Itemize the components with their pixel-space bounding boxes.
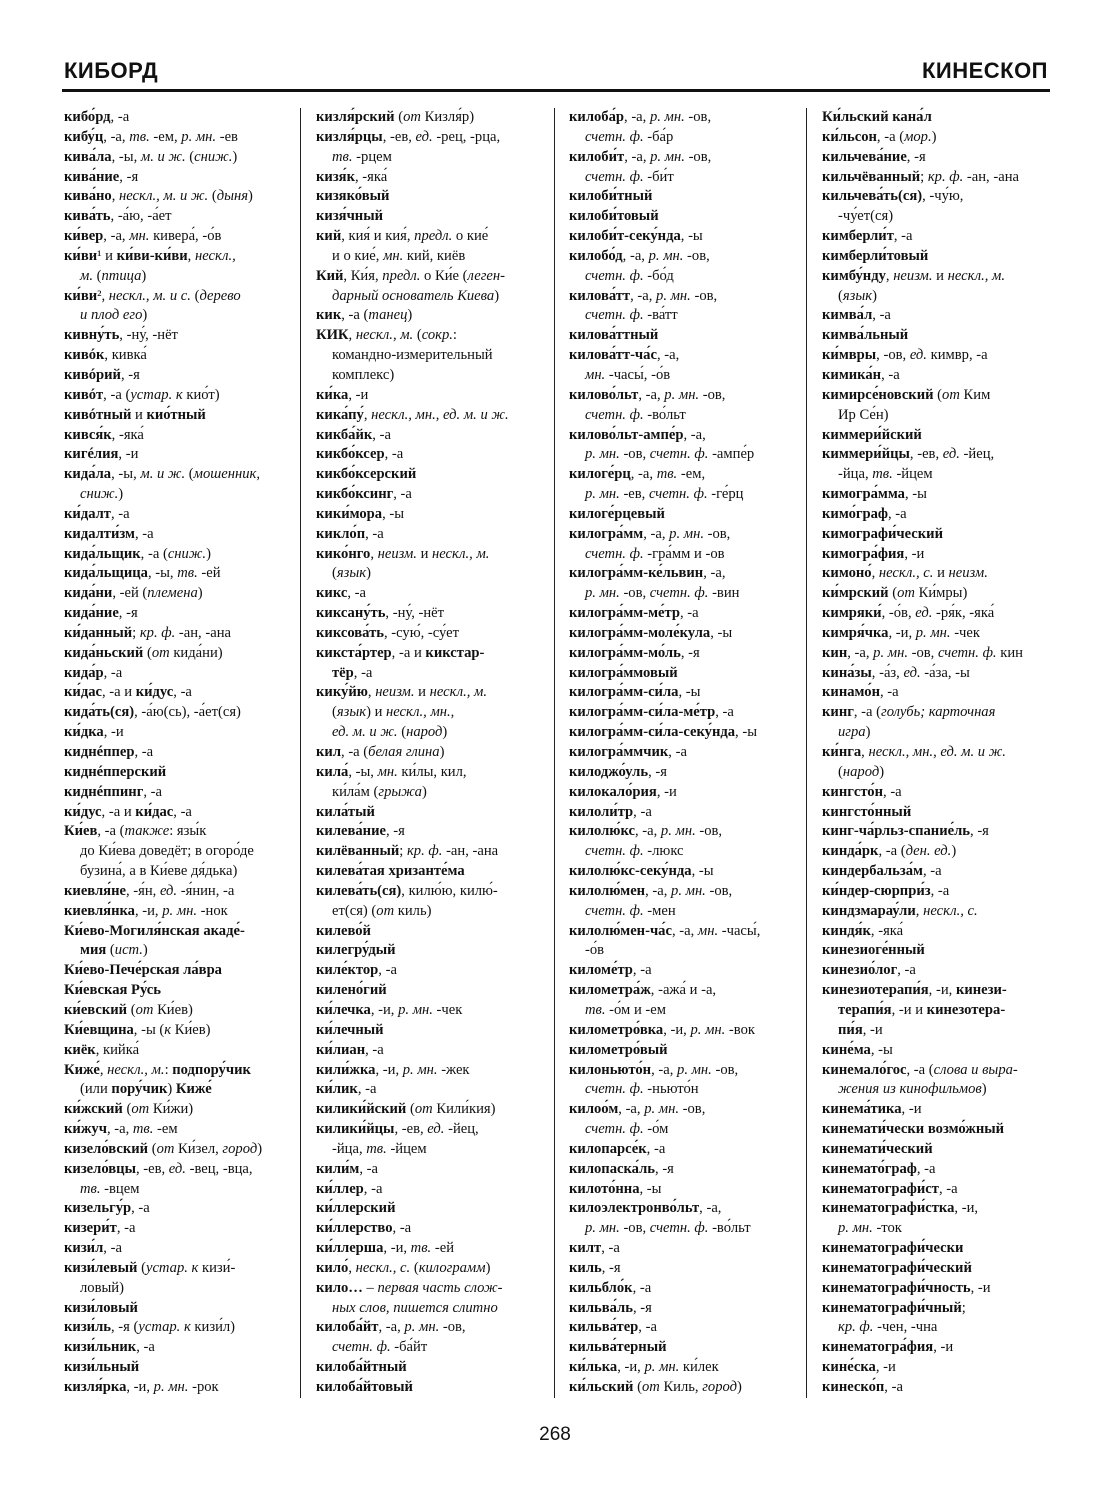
- dictionary-entry-line: киндя́к, -яка́: [822, 922, 904, 939]
- dictionary-entry-line: киднéпперский: [64, 763, 167, 780]
- dictionary-entry-line: кивóрий, -я: [64, 366, 140, 383]
- dictionary-entry-line: кигéлия, -и: [64, 446, 139, 463]
- dictionary-entry-line: килоли́тр, -а: [569, 803, 652, 820]
- dictionary-entry-line: килегру́дый: [316, 942, 396, 959]
- dictionary-entry-line: килова́ттный: [569, 327, 659, 344]
- dictionary-entry-line: (или пору́чик) Киже́: [80, 1081, 212, 1098]
- dictionary-entry-line: килокало́рия, -и: [569, 783, 677, 800]
- dictionary-entry-line: Ки́льский кана́л: [822, 109, 932, 125]
- running-header: [62, 58, 1050, 88]
- dictionary-entry-line: кизи́ль, -я (устар. к кизи́л): [64, 1319, 236, 1336]
- dictionary-entry-line: счетн. ф. -би́т: [585, 168, 674, 185]
- dictionary-entry-line: кида́льщик, -а (сниж.): [64, 545, 211, 562]
- dictionary-entry-line: килова́тт-ча́с, -а,: [569, 347, 680, 364]
- dictionary-entry-line: киломе́тр, -а: [569, 962, 652, 979]
- dictionary-entry-line: счетн. ф. -ба́йт: [332, 1339, 428, 1356]
- dictionary-entry-line: кида́ть(ся), -а́ю(сь), -а́ет(ся): [64, 704, 241, 721]
- dictionary-entry-line: ки́ллерша, -и, тв. -ей: [316, 1240, 454, 1257]
- dictionary-entry-line: километро́вый: [569, 1041, 668, 1058]
- dictionary-entry-line: -йца, тв. -йцем: [332, 1140, 427, 1157]
- header-first-word: КИБОРД: [64, 58, 159, 83]
- dictionary-entry-line: килопарсе́к, -а: [569, 1140, 666, 1157]
- dictionary-entry-line: кизи́л, -а: [64, 1240, 122, 1257]
- dictionary-entry-line: кимберли́т, -а: [822, 228, 913, 245]
- dictionary-entry-line: кизи́льник, -а: [64, 1339, 155, 1356]
- dictionary-entry-line: килопаска́ль, -я: [569, 1160, 674, 1177]
- dictionary-entry-line: ки́вер, -а, мн. кивера́, -о́в: [64, 228, 222, 245]
- dictionary-entry-line: кила́тый: [316, 803, 375, 820]
- dictionary-entry-line: кика́пу́, нескл., мн., ед. м. и ж.: [316, 406, 509, 423]
- dictionary-entry-line: кинезио́лог, -а: [822, 962, 916, 979]
- dictionary-entry-line: килоньюто́н, -а, р. мн. -ов,: [569, 1061, 739, 1078]
- dictionary-entry-line: кивóтный и кио́тный: [64, 406, 206, 423]
- dictionary-entry-line: ки́ла́м (грыжа): [332, 783, 427, 800]
- dictionary-entry-line: кинематографи́чность, -и: [822, 1279, 991, 1296]
- dictionary-entry-line: килово́льт, -а, р. мн. -ов,: [569, 386, 726, 403]
- dictionary-entry-line: ки́данный; кр. ф. -ан, -ана: [64, 624, 231, 641]
- dictionary-entry-line: и плод его): [80, 307, 148, 324]
- dictionary-entry-line: килолю́кс, -а, р. мн. -ов,: [569, 823, 723, 840]
- dictionary-entry-line: кида́ньский (от кида́ни): [64, 644, 223, 661]
- dictionary-entry-line: килогра́мм-си́ла-ме́тр, -а: [569, 704, 734, 721]
- dictionary-entry-line: кимика́н, -а: [822, 366, 900, 383]
- dictionary-entry-line: километра́ж, -ажа́ и -а,: [569, 982, 717, 999]
- dictionary-entry-line: кида́ни, -ей (племена): [64, 585, 203, 602]
- dictionary-entry-line: тёр, -а: [332, 664, 373, 681]
- dictionary-entry-line: кильбло́к, -а: [569, 1279, 652, 1296]
- dictionary-entry-line: командно-измерительный: [332, 347, 493, 364]
- dictionary-entry-line: килоджо́уль, -я: [569, 763, 667, 780]
- dictionary-entry-line: кику́йю, неизм. и нескл., м.: [316, 684, 488, 701]
- dictionary-entry-line: ки́мрский (от Ки́мры): [822, 585, 968, 602]
- dictionary-entry-line: кибу́ц, -а, тв. -ем, р. мн. -ев: [64, 128, 238, 145]
- dictionary-entry-line: килоба́йтный: [316, 1359, 407, 1376]
- dictionary-entry-line: мн. -часы́, -о́в: [585, 366, 671, 383]
- dictionary-entry-line: килогра́мм-ке́львин, -а,: [569, 565, 726, 582]
- dictionary-entry-line: кизери́т, -а: [64, 1220, 136, 1237]
- column-divider: [554, 108, 555, 1398]
- dictionary-entry-line: кинема́тика, -и: [822, 1101, 922, 1118]
- dictionary-entry-line: кивóт, -а (устар. к кио́т): [64, 386, 220, 403]
- dictionary-entry-line: кик, -а (танец): [316, 307, 413, 324]
- dictionary-entry-line: кинемати́ческий: [822, 1140, 933, 1157]
- dictionary-entry-line: кимря́чка, -и, р. мн. -чек: [822, 624, 980, 641]
- dictionary-entry-line: ки́жуч, -а, тв. -ем: [64, 1121, 178, 1138]
- dictionary-entry-line: кикбо́ксинг, -а: [316, 486, 412, 503]
- dictionary-entry-line: килолю́мен, -а, р. мн. -ов,: [569, 882, 733, 899]
- dictionary-entry-line: (язык) и нескл., мн.,: [332, 704, 455, 721]
- dictionary-entry-line: кики́мора, -ы: [316, 505, 405, 522]
- dictionary-entry-line: кився́к, -яка́: [64, 426, 144, 443]
- dictionary-entry-line: кизи́левый (устар. к кизи́-: [64, 1259, 236, 1276]
- dictionary-entry-line: килогра́ммчик, -а: [569, 744, 687, 760]
- dictionary-entry-line: кидалти́зм, -а: [64, 525, 154, 542]
- dictionary-entry-line: кизельгу́р, -а: [64, 1200, 150, 1217]
- dictionary-entry-line: Ки́ев, -а (также: язы́к: [64, 823, 207, 840]
- dictionary-entry-line: ки́ллерский: [316, 1200, 396, 1217]
- dictionary-entry-line: кильва́ль, -я: [569, 1299, 652, 1316]
- dictionary-entry-line: килогра́мм-си́ла, -ы: [569, 684, 701, 701]
- dictionary-entry-line: кимографи́ческий: [822, 525, 943, 542]
- dictionary-entry-line: кинеско́п, -а: [822, 1379, 903, 1395]
- dictionary-entry-line: кикба́йк, -а: [316, 426, 391, 443]
- dictionary-entry-line: кизело́вский (от Ки́зел, город): [64, 1140, 263, 1157]
- dictionary-entry-line: кил, -а (белая глина): [316, 744, 445, 760]
- dictionary-entry-line: ки́ви², нескл., м. и с. (дерево: [64, 287, 241, 304]
- dictionary-entry-line: кильчева́ть(ся), -чу́ю,: [822, 188, 964, 205]
- dictionary-entry-line: ет(ся) (от киль): [332, 902, 432, 919]
- dictionary-entry-line: ки́дус, -а и ки́дас, -а: [64, 803, 192, 820]
- dictionary-entry-line: кимирсе́новский (от Ким: [822, 386, 991, 403]
- dictionary-entry-line: киндзмарау́ли, нескл., с.: [822, 902, 978, 919]
- dictionary-entry-line: кимбу́нду, неизм. и нескл., м.: [822, 267, 1006, 284]
- dictionary-entry-line: кива́ние, -я: [64, 168, 139, 185]
- dictionary-entry-line: кизи́льный: [64, 1359, 140, 1376]
- dictionary-entry-line: кизя́к, -яка́: [316, 168, 388, 185]
- dictionary-entry-line: ки́дка, -и: [64, 724, 124, 741]
- dictionary-entry-line: кинг, -а (голубь; карточная: [822, 704, 996, 721]
- dictionary-entry-line: счетн. ф. -ва́тт: [585, 307, 678, 324]
- dictionary-entry-line: Ир Се́н): [838, 406, 889, 423]
- dictionary-entry-line: счетн. ф. -гра́мм и -ов: [585, 545, 725, 562]
- dictionary-entry-line: кингсто́нный: [822, 803, 912, 820]
- dictionary-entry-line: кизля́рцы, -ев, ед. -рец, -рца,: [316, 128, 501, 145]
- dictionary-column-4: [822, 108, 1054, 1398]
- dictionary-entry-line: кинематогра́фия, -и: [822, 1339, 954, 1356]
- dictionary-entry-line: кизи́ловый: [64, 1299, 138, 1316]
- dictionary-entry-line: р. мн. -ов, счетн. ф. -во́льт: [585, 1220, 751, 1237]
- dictionary-entry-line: счетн. ф. -бо́д: [585, 267, 674, 284]
- dictionary-entry-line: кинг-ча́рльз-спание́ль, -я: [822, 823, 989, 840]
- dictionary-entry-line: кингсто́н, -а: [822, 783, 902, 800]
- dictionary-entry-line: кикло́п, -а: [316, 525, 384, 542]
- header-rule: [62, 89, 1050, 92]
- dictionary-entry-line: киевля́не, -я́н, ед. -я́нин, -а: [64, 882, 235, 899]
- dictionary-entry-line: кикбо́ксер, -а: [316, 446, 404, 463]
- dictionary-entry-line: кида́ние, -я: [64, 605, 138, 622]
- dictionary-entry-line: килоби́т-секу́нда, -ы: [569, 228, 703, 245]
- dictionary-entry-line: кина́зы, -а́з, ед. -а́за, -ы: [822, 664, 970, 681]
- dictionary-entry-line: кикс, -а: [316, 585, 366, 602]
- dictionary-entry-line: килово́льт-ампе́р, -а,: [569, 426, 706, 443]
- dictionary-entry-line: кимогра́фия, -и: [822, 545, 925, 562]
- dictionary-entry-line: кила́, -ы, мн. ки́лы, кил,: [316, 763, 467, 780]
- dictionary-entry-line: килова́тт, -а, р. мн. -ов,: [569, 287, 718, 304]
- dictionary-entry-line: килогра́мм-моле́кула, -ы: [569, 624, 733, 641]
- dictionary-entry-line: кимва́льный: [822, 327, 909, 344]
- dictionary-entry-line: сниж.): [80, 486, 124, 503]
- dictionary-entry-line: жения из кинофильмов): [838, 1081, 987, 1098]
- dictionary-entry-line: кимогра́мма, -ы: [822, 486, 927, 503]
- dictionary-entry-line: килогра́мм-мо́ль, -я: [569, 644, 700, 661]
- dictionary-entry-line: килоо́м, -а, р. мн. -ов,: [569, 1101, 706, 1118]
- dictionary-entry-line: -йца, тв. -йцем: [838, 466, 933, 483]
- dictionary-entry-line: ки́евский (от Ки́ев): [64, 1001, 193, 1018]
- dictionary-entry-line: Киже́, нескл., м.: подпору́чик: [64, 1061, 251, 1078]
- dictionary-entry-line: килогра́мм-ме́тр, -а: [569, 605, 699, 622]
- dictionary-entry-line: килт, -а: [569, 1240, 620, 1257]
- dictionary-entry-line: кимберли́товый: [822, 247, 929, 264]
- dictionary-entry-line: кизяко́вый: [316, 188, 390, 205]
- dictionary-entry-line: тв. -вцем: [80, 1180, 140, 1197]
- dictionary-entry-line: киксова́ть, -сую́, -су́ет: [316, 624, 460, 641]
- dictionary-entry-line: -о́в: [585, 942, 605, 959]
- dictionary-entry-line: кили́м, -а: [316, 1160, 378, 1177]
- dictionary-entry-line: ки́жский (от Ки́жи): [64, 1101, 194, 1118]
- dictionary-entry-line: кида́ла, -ы, м. и ж. (мошенник,: [64, 466, 261, 483]
- dictionary-entry-line: Ки́ево-Пече́рская ла́вра: [64, 962, 222, 979]
- dictionary-entry-line: ки́мвры, -ов, ед. кимвр, -а: [822, 347, 988, 364]
- dictionary-entry-line: кине́ма, -ы: [822, 1041, 893, 1058]
- dictionary-entry-line: кивóк, кивка́: [64, 347, 147, 364]
- dictionary-entry-line: кильва́терный: [569, 1339, 667, 1356]
- column-divider: [806, 108, 807, 1398]
- dictionary-entry-line: кильчёванный; кр. ф. -ан, -ана: [822, 168, 1019, 185]
- dictionary-entry-line: ки́лик, -а: [316, 1081, 377, 1098]
- dictionary-entry-line: кин, -а, р. мн. -ов, счетн. ф. кин: [822, 644, 1023, 661]
- dictionary-entry-line: кизело́вцы, -ев, ед. -вец, -вца,: [64, 1160, 253, 1177]
- dictionary-entry-line: р. мн. -ев, счетн. ф. -ге́рц: [585, 486, 744, 503]
- dictionary-entry-line: киндербальза́м, -а: [822, 863, 942, 880]
- dictionary-entry-line: кида́р, -а: [64, 664, 123, 681]
- dictionary-entry-line: ки́льский (от Киль, город): [569, 1379, 742, 1395]
- dictionary-entry-line: счетн. ф. -во́льт: [585, 406, 686, 423]
- dictionary-entry-line: ед. м. и ж. (народ): [332, 724, 448, 741]
- dictionary-entry-line: игра): [838, 724, 871, 741]
- dictionary-entry-line: кизля́рский (от Кизля́р): [316, 109, 475, 125]
- dictionary-entry-line: кили́жка, -и, р. мн. -жек: [316, 1061, 470, 1078]
- header-last-word: КИНЕСКОП: [921, 58, 1048, 83]
- dictionary-entry-line: ки́ви¹ и ки́ви-ки́ви, нескл.,: [64, 247, 236, 264]
- dictionary-entry-line: кимва́л, -а: [822, 307, 891, 324]
- dictionary-entry-line: -чу́ет(ся): [838, 208, 894, 225]
- dictionary-entry-line: ки́далт, -а: [64, 505, 130, 522]
- dictionary-entry-line: кида́льщица, -ы, тв. -ей: [64, 565, 221, 582]
- dictionary-entry-line: киле́ктор, -а: [316, 962, 397, 979]
- dictionary-entry-line: кинемати́чески возмо́жный: [822, 1121, 1005, 1138]
- dictionary-entry-line: счетн. ф. -люкс: [585, 843, 684, 860]
- dictionary-entry-line: килики́йский (от Кили́кия): [316, 1101, 496, 1118]
- dictionary-entry-line: килева́ть(ся), килю́ю, килю́-: [316, 882, 498, 899]
- dictionary-entry-line: дарный основатель Киева): [332, 287, 500, 304]
- dictionary-entry-line: счетн. ф. -о́м: [585, 1121, 669, 1138]
- dictionary-entry-line: кило́, нескл., с. (килограмм): [316, 1259, 491, 1276]
- dictionary-entry-line: ки́ллерство, -а: [316, 1220, 412, 1237]
- dictionary-entry-line: килолю́мен-ча́с, -а, мн. -часы́,: [569, 922, 761, 939]
- dictionary-entry-line: киевля́нка, -и, р. мн. -нок: [64, 902, 228, 919]
- dictionary-column-2: [316, 108, 548, 1398]
- dictionary-entry-line: ки́нга, нескл., мн., ед. м. и ж.: [822, 744, 1006, 760]
- dictionary-entry-line: ки́лечка, -и, р. мн. -чек: [316, 1001, 463, 1018]
- dictionary-entry-line: кикбо́ксерский: [316, 466, 417, 483]
- dictionary-entry-line: килоби́т, -а, р. мн. -ов,: [569, 148, 712, 165]
- dictionary-column-1: [64, 108, 296, 1398]
- dictionary-entry-line: бузина́, а в Ки́еве дя́дька): [80, 863, 238, 880]
- dictionary-entry-line: кинематографи́чески: [822, 1240, 964, 1257]
- dictionary-entry-line: килоба́р, -а, р. мн. -ов,: [569, 109, 712, 125]
- dictionary-entry-line: кива́ть, -а́ю, -а́ет: [64, 208, 172, 225]
- dictionary-entry-line: Ки́евщина, -ы (к Ки́ев): [64, 1021, 211, 1038]
- dictionary-entry-line: кимо́граф, -а: [822, 505, 907, 522]
- dictionary-entry-line: кизля́рка, -и, р. мн. -рок: [64, 1379, 219, 1395]
- dictionary-entry-line: ки́лиан, -а: [316, 1041, 384, 1058]
- dictionary-entry-line: киёк, кийка́: [64, 1041, 140, 1058]
- dictionary-entry-line: кр. ф. -чен, -чна: [838, 1319, 938, 1336]
- dictionary-entry-line: тв. -рцем: [332, 148, 392, 165]
- dictionary-entry-line: ки́дас, -а и ки́дус, -а: [64, 684, 192, 701]
- dictionary-entry-line: кинезиоге́нный: [822, 942, 925, 959]
- dictionary-entry-line: килоба́йтовый: [316, 1379, 413, 1395]
- dictionary-entry-line: килоби́товый: [569, 208, 659, 225]
- dictionary-entry-line: кимоно́, нескл., с. и неизм.: [822, 565, 988, 582]
- dictionary-entry-line: (язык): [838, 287, 877, 304]
- dictionary-entry-line: килево́й: [316, 922, 371, 939]
- dictionary-entry-line: р. мн. -ов, счетн. ф. -ампе́р: [585, 446, 755, 463]
- dictionary-entry-line: киль, -я: [569, 1259, 621, 1276]
- column-divider: [300, 108, 301, 1398]
- dictionary-entry-line: килото́нна, -ы: [569, 1180, 662, 1197]
- dictionary-entry-line: килоби́тный: [569, 188, 653, 205]
- dictionary-entry-line: килоге́рц, -а, тв. -ем,: [569, 466, 706, 483]
- dictionary-entry-line: счетн. ф. -ньюто́н: [585, 1081, 699, 1098]
- dictionary-entry-line: ных слов, пишется слитно: [332, 1299, 498, 1316]
- dictionary-entry-line: пи́я, -и: [838, 1021, 883, 1038]
- dictionary-entry-line: (язык): [332, 565, 371, 582]
- dictionary-entry-line: ки́лька, -и, р. мн. ки́лек: [569, 1359, 719, 1376]
- dictionary-entry-line: кизя́чный: [316, 208, 384, 225]
- dictionary-entry-line: килоге́рцевый: [569, 505, 665, 522]
- dictionary-entry-line: счетн. ф. -ба́р: [585, 128, 674, 145]
- dictionary-entry-line: кибо́рд, -а: [64, 109, 130, 125]
- dictionary-entry-line: кимряки́, -о́в, ед. -ря́к, -яка́: [822, 605, 995, 622]
- dictionary-entry-line: кинематографи́чный;: [822, 1299, 966, 1316]
- dictionary-entry-line: киммери́йцы, -ев, ед. -йец,: [822, 446, 995, 463]
- dictionary-entry-line: киммери́йский: [822, 426, 922, 443]
- dictionary-entry-line: ки́ндер-сюрпри́з, -а: [822, 882, 950, 899]
- dictionary-entry-line: килогра́ммовый: [569, 664, 678, 681]
- dictionary-entry-line: киксану́ть, -ну́, -нёт: [316, 605, 445, 622]
- dictionary-entry-line: килобо́д, -а, р. мн. -ов,: [569, 247, 710, 264]
- dictionary-entry-line: КИК, нескл., м. (сокр.:: [316, 327, 457, 344]
- dictionary-column-3: [569, 108, 801, 1398]
- dictionary-entry-line: ловый): [80, 1279, 124, 1296]
- dictionary-entry-line: килоба́йт, -а, р. мн. -ов,: [316, 1319, 466, 1336]
- dictionary-entry-line: р. мн. -ов, счетн. ф. -вин: [585, 585, 740, 602]
- dictionary-entry-line: кинемато́граф, -а: [822, 1160, 936, 1177]
- dictionary-entry-line: киднéппинг, -а: [64, 783, 162, 800]
- dictionary-entry-line: килолю́кс-секу́нда, -ы: [569, 863, 714, 880]
- dictionary-entry-line: до Ки́ева доведёт; в огоро́де: [80, 843, 254, 860]
- dictionary-entry-line: м. (птица): [80, 267, 147, 284]
- dictionary-entry-line: Кий, Ки́я, предл. о Ки́е (леген-: [316, 267, 505, 284]
- dictionary-entry-line: кинематографи́стка, -и,: [822, 1200, 979, 1217]
- dictionary-entry-line: ки́ка, -и: [316, 386, 369, 403]
- dictionary-entry-line: комплекс): [332, 366, 395, 383]
- page-number: 268: [539, 1424, 571, 1445]
- dictionary-entry-line: килоэлектронво́льт, -а,: [569, 1200, 722, 1217]
- dictionary-entry-line: кинемало́гос, -а (слова и выра-: [822, 1061, 1018, 1078]
- dictionary-entry-line: ки́льсон, -а (мор.): [822, 128, 937, 145]
- dictionary-entry-line: кинда́рк, -а (ден. ед.): [822, 843, 957, 860]
- dictionary-entry-line: кива́но, нескл., м. и ж. (дыня): [64, 188, 253, 205]
- dictionary-entry-line: километро́вка, -и, р. мн. -вок: [569, 1021, 755, 1038]
- dictionary-entry-line: кикста́ртер, -а и кикстар-: [316, 644, 485, 661]
- dictionary-entry-line: Ки́ево-Могиля́нская акаде́-: [64, 922, 245, 939]
- dictionary-entry-line: ки́ллер, -а: [316, 1180, 383, 1197]
- dictionary-entry-line: терапи́я, -и и кинезотера-: [838, 1001, 1006, 1018]
- dictionary-entry-line: кило… – первая часть слож-: [316, 1279, 503, 1296]
- dictionary-entry-line: килогра́мм-си́ла-секу́нда, -ы: [569, 724, 758, 741]
- dictionary-entry-line: килёванный; кр. ф. -ан, -ана: [316, 843, 499, 860]
- dictionary-entry-line: килева́ние, -я: [316, 823, 405, 840]
- dictionary-entry-line: кива́ла, -ы, м. и ж. (сниж.): [64, 148, 238, 165]
- dictionary-entry-line: кий, кия́ и кия́, предл. о кие́: [316, 228, 489, 245]
- dictionary-entry-line: ки́лечный: [316, 1021, 384, 1038]
- dictionary-entry-line: р. мн. -ток: [838, 1220, 902, 1237]
- dictionary-entry-line: кильва́тер, -а: [569, 1319, 657, 1336]
- dictionary-entry-line: килогра́мм, -а, р. мн. -ов,: [569, 525, 731, 542]
- dictionary-entry-line: килики́йцы, -ев, ед. -йец,: [316, 1121, 479, 1138]
- dictionary-entry-line: килева́тая хризанте́ма: [316, 863, 465, 880]
- dictionary-entry-line: кивну́ть, -ну́, -нёт: [64, 327, 178, 344]
- dictionary-entry-line: и о кие́, мн. кий, киёв: [332, 247, 466, 264]
- dictionary-entry-line: килено́гий: [316, 982, 387, 999]
- dictionary-entry-line: кико́нго, неизм. и нескл., м.: [316, 545, 490, 562]
- dictionary-entry-line: мия (ист.): [80, 942, 148, 959]
- dictionary-entry-line: кильчева́ние, -я: [822, 148, 926, 165]
- dictionary-entry-line: кине́ска, -и: [822, 1359, 896, 1376]
- dictionary-entry-line: кинезиотерапи́я, -и, кинези-: [822, 982, 1007, 999]
- dictionary-entry-line: Ки́евская Ру́сь: [64, 982, 161, 999]
- dictionary-entry-line: кинематографи́ческий: [822, 1259, 972, 1276]
- dictionary-entry-line: кинамо́н, -а: [822, 684, 899, 701]
- dictionary-entry-line: счетн. ф. -мен: [585, 902, 676, 919]
- dictionary-entry-line: тв. -о́м и -ем: [585, 1001, 666, 1018]
- dictionary-entry-line: (народ): [838, 763, 885, 780]
- dictionary-entry-line: киднéппер, -а: [64, 744, 154, 760]
- dictionary-entry-line: кинематографи́ст, -а: [822, 1180, 958, 1197]
